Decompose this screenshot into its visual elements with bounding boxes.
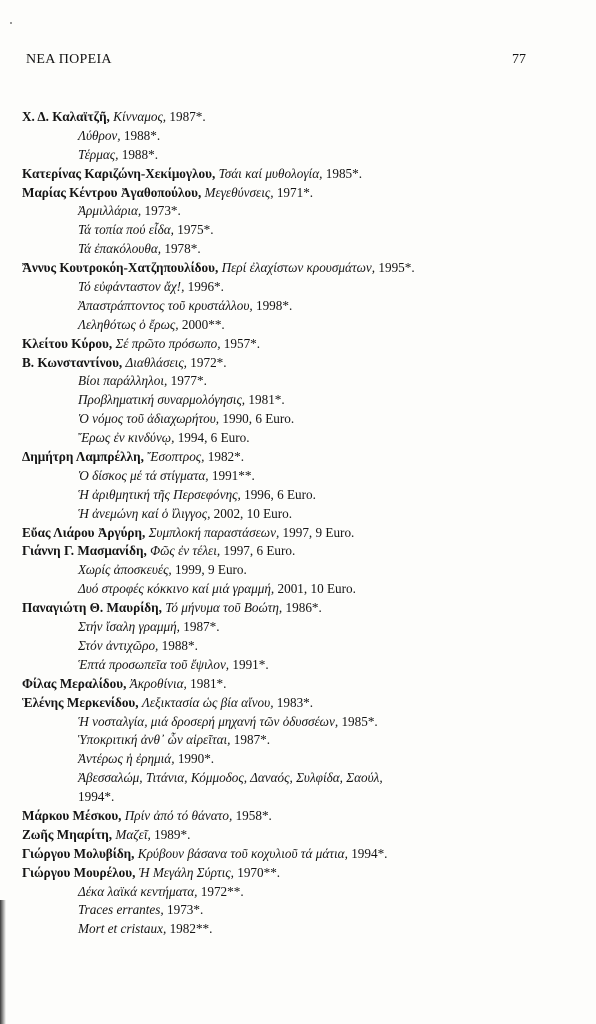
entry-details: 1988*.: [123, 127, 161, 143]
entry-author: Β. Κωνσταντίνου,: [22, 354, 123, 370]
entry-title: Πρίν ἀπό τό θάνατο,: [124, 807, 233, 823]
entry-author: Γιώργου Μουρέλου,: [22, 864, 136, 880]
entry-title: Περί ἐλαχίστων κρουσμάτων,: [221, 260, 376, 276]
entry-details: 2001, 10 Euro.: [277, 581, 356, 597]
entry-details: 1995*.: [378, 260, 415, 276]
entry-details: 1975*.: [177, 222, 214, 238]
entry-subline: [22, 920, 582, 939]
entry-subline: [22, 561, 582, 580]
entry-author: Κατερίνας Καριζώνη-Χεκίμογλου,: [22, 165, 216, 181]
entry-subline: [22, 429, 582, 448]
entry-details: 1981*.: [248, 392, 285, 408]
entry-details: 1987*.: [183, 619, 220, 635]
entry-title: Ἀκροθίνια,: [129, 675, 187, 691]
entry-title: Συμπλοκή παραστάσεων,: [148, 524, 280, 540]
entry-details: 1972*.: [190, 354, 227, 370]
entry-title: Στόν ἀντιχῶρο,: [78, 637, 159, 653]
entry-subline: [22, 127, 582, 146]
entry-subline: [22, 618, 582, 637]
entry-details: 1985*.: [341, 713, 378, 729]
entry-title: Τό μήνυμα τοῦ Βοώτη,: [165, 600, 283, 616]
entry-details: 1996, 6 Euro.: [244, 486, 316, 502]
entry-details: 1996*.: [187, 279, 224, 295]
entry-details: 1982**.: [169, 921, 213, 937]
entry-title: Λεξικτασία ὡς βία αἴνου,: [141, 694, 274, 710]
entry-title: Traces errantes,: [78, 902, 164, 918]
entry-details: 1985*.: [325, 165, 363, 181]
entry-line: [22, 524, 582, 543]
entry-details: 1988*.: [121, 146, 158, 162]
entry-subline: [22, 750, 582, 769]
entry-author: Δημήτρη Λαμπρέλλη,: [22, 449, 144, 465]
entry-subline: [22, 391, 582, 410]
entry-line: [22, 864, 582, 883]
entry-title: Ἀντέρως ἡ ἐρημιά,: [78, 751, 175, 767]
entry-details: 1988*.: [161, 637, 198, 653]
entry-subline: [22, 240, 582, 259]
entry-title: Λύθρον,: [78, 127, 121, 143]
entry-author: Μαρίας Κέντρου Ἀγαθοπούλου,: [22, 184, 202, 200]
entry-title: Ἀπαστράπτοντος τοῦ κρυστάλλου,: [78, 297, 253, 313]
entry-line: [22, 826, 582, 845]
entry-details: 1986*.: [285, 600, 322, 616]
entry-subline: [22, 788, 582, 807]
entry-details: 1989*.: [154, 826, 191, 842]
entry-title: Ἡ νοσταλγία, μιά δροσερή μηχανή τῶν ὀδυσσέων,: [78, 713, 339, 729]
entry-title: Φῶς ἐν τέλει,: [150, 543, 221, 559]
entry-line: [22, 259, 582, 278]
entry-line: [22, 354, 582, 373]
entry-details: 1997, 9 Euro.: [282, 524, 355, 540]
page-edge-shadow: [0, 900, 6, 1024]
entry-line: [22, 108, 582, 127]
entry-details: 1998*.: [255, 297, 293, 313]
entry-title: Ἔσοπτρος,: [147, 449, 205, 465]
entry-line: [22, 675, 582, 694]
entry-details: 1994*.: [78, 789, 115, 805]
entry-author: Γιάννη Γ. Μασμανίδη,: [22, 543, 147, 559]
entry-details: 1994, 6 Euro.: [177, 430, 250, 446]
entry-line: [22, 542, 582, 561]
entry-title: Διαθλάσεις,: [125, 354, 187, 370]
entry-details: 1994*.: [351, 845, 388, 861]
entry-subline: [22, 278, 582, 297]
entry-subline: [22, 901, 582, 920]
entry-title: Ὁ νόμος τοῦ ἀδιαχωρήτου,: [78, 411, 220, 427]
entry-title: Ἀρμιλλάρια,: [78, 203, 142, 219]
entry-author: Μάρκου Μέσκου,: [22, 807, 122, 823]
entry-line: [22, 599, 582, 618]
entry-details: 1957*.: [223, 335, 261, 351]
entry-author: Χ. Δ. Καλαϊτζῆ,: [22, 109, 110, 124]
entry-author: Παναγιώτη Θ. Μαυρίδη,: [22, 600, 162, 616]
entry-title: Προβληματική συναρμολόγησις,: [78, 392, 246, 408]
bibliography-list: [22, 108, 582, 939]
entry-details: 1971*.: [276, 184, 314, 200]
entry-line: [22, 845, 582, 864]
entry-details: 1987*.: [169, 109, 206, 124]
entry-details: 1978*.: [164, 241, 201, 257]
entry-title: Δέκα λαϊκά κεντήματα,: [78, 883, 198, 899]
entry-details: 1990*.: [177, 751, 215, 767]
entry-subline: [22, 372, 582, 391]
entry-title: Ἡ Μεγάλη Σύρτις,: [138, 864, 234, 880]
entry-subline: [22, 580, 582, 599]
entry-title: Κίνναμος,: [113, 109, 167, 124]
entry-subline: [22, 146, 582, 165]
entry-details: 1977*.: [170, 373, 207, 389]
entry-subline: [22, 731, 582, 750]
entry-details: 1970**.: [237, 864, 281, 880]
entry-title: Τά τοπία πού εἶδα,: [78, 222, 174, 238]
entry-subline: [22, 713, 582, 732]
entry-subline: [22, 486, 582, 505]
entry-title: Τέρμας,: [78, 146, 119, 162]
entry-subline: [22, 467, 582, 486]
entry-title: Μεγεθύνσεις,: [204, 184, 274, 200]
entry-details: 1981*.: [190, 675, 227, 691]
entry-subline: [22, 316, 582, 335]
entry-details: 2000**.: [181, 316, 225, 332]
entry-line: [22, 335, 582, 354]
page-number: 77: [512, 52, 526, 67]
entry-author: Εὔας Λιάρου Ἀργύρη,: [22, 524, 146, 540]
entry-line: [22, 694, 582, 713]
entry-author: Ἑλένης Μερκενίδου,: [22, 694, 139, 710]
entry-details: 1987*.: [233, 732, 271, 748]
entry-line: [22, 807, 582, 826]
entry-author: Ζωῆς Μηαρίτη,: [22, 826, 113, 842]
entry-title: Ὁ δίσκος μέ τά στίγματα,: [78, 467, 209, 483]
entry-title: Λεληθότως ὁ ἔρως,: [78, 316, 179, 332]
entry-author: Γιώργου Μολυβίδη,: [22, 845, 135, 861]
entry-details: 1997, 6 Euro.: [223, 543, 296, 559]
entry-line: [22, 165, 582, 184]
entry-details: 1990, 6 Euro.: [222, 411, 295, 427]
entry-title: Ὑποκριτική ἀνθ᾽ ὧν αἱρεῖται,: [78, 732, 231, 748]
entry-title: Ἑπτά προσωπεῖα τοῦ ἔψιλον,: [78, 656, 230, 672]
entry-title: Ἡ ἀριθμητική τῆς Περσεφόνης,: [78, 486, 241, 502]
entry-author: Φίλας Μεραλίδου,: [22, 675, 127, 691]
entry-line: [22, 448, 582, 467]
entry-details: 1983*.: [276, 694, 314, 710]
entry-title: Βίοι παράλληλοι,: [78, 373, 168, 389]
entry-line: [22, 184, 582, 203]
entry-details: 1973*.: [167, 902, 204, 918]
entry-title: Σέ πρῶτο πρόσωπο,: [115, 335, 221, 351]
entry-subline: [22, 656, 582, 675]
entry-title: Τό εὐφάνταστον ἄχ!,: [78, 279, 185, 295]
entry-subline: [22, 637, 582, 656]
entry-title: Ἔρως ἐν κινδύνῳ,: [78, 430, 175, 446]
entry-title: Στήν ἴσαλη γραμμή,: [78, 619, 180, 635]
entry-details: 1999, 9 Euro.: [175, 562, 247, 578]
entry-details: 1991**.: [211, 467, 255, 483]
entry-details: 2002, 10 Euro.: [213, 505, 293, 521]
entry-title: Mort et cristaux,: [78, 921, 167, 937]
entry-title: Χωρίς ἀποσκευές,: [78, 562, 172, 578]
entry-title: Ἡ ἀνεμώνη καί ὁ ἴλιγγος,: [78, 505, 211, 521]
entry-details: 1982*.: [207, 449, 245, 465]
entry-title: Τά ἐπακόλουθα,: [78, 241, 162, 257]
entry-subline: [22, 221, 582, 240]
entry-title: Ἀβεσσαλώμ, Τιτάνια, Κόμμοδος, Δαναός, Συλφίδα, Σαούλ,: [78, 770, 383, 786]
entry-title: Δυό στροφές κόκκινο καί μιά γραμμή,: [78, 581, 275, 597]
entry-subline: [22, 883, 582, 902]
scan-speck: [10, 22, 12, 24]
entry-subline: [22, 202, 582, 221]
entry-author: Κλείτου Κύρου,: [22, 335, 113, 351]
running-title: ΝΕΑ ΠΟΡΕΙΑ: [26, 52, 112, 67]
entry-title: Τσάι καί μυθολογία,: [218, 165, 323, 181]
entry-subline: [22, 769, 582, 788]
entry-subline: [22, 505, 582, 524]
entry-subline: [22, 297, 582, 316]
entry-author: Ἄννυς Κουτροκόη-Χατζηπουλίδου,: [22, 260, 219, 276]
entry-title: Μαζεῖ,: [115, 826, 151, 842]
entry-details: 1973*.: [144, 203, 181, 219]
entry-subline: [22, 410, 582, 429]
entry-details: 1958*.: [235, 807, 272, 823]
entry-title: Κρύβουν βάσανα τοῦ κοχυλιοῦ τά μάτια,: [137, 845, 348, 861]
entry-details: 1972**.: [200, 883, 244, 899]
entry-details: 1991*.: [232, 656, 269, 672]
